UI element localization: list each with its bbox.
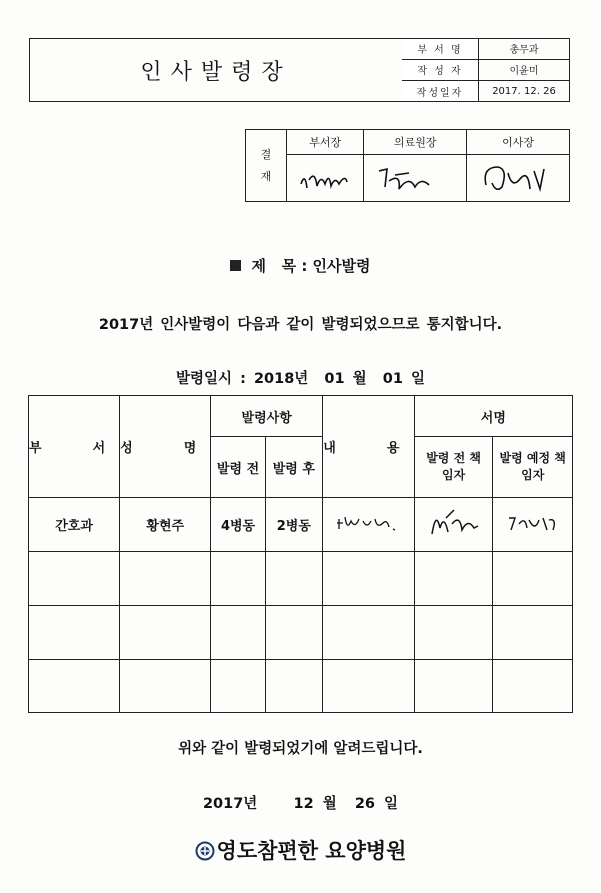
meta-value: 총무과 [479, 39, 570, 59]
header-resp-after: 발령 예정 책임자 [493, 437, 573, 498]
approval-role-dept-head: 부서장 [287, 130, 364, 155]
header-sign: 서명 [414, 396, 572, 437]
meta-value: 이윤미 [479, 59, 570, 80]
approval-role-director: 의료원장 [364, 130, 467, 155]
meta-label: 작성일자 [402, 81, 479, 101]
appointment-table [28, 395, 573, 712]
signature-resp-after [493, 498, 573, 552]
approval-role-chairman: 이사장 [467, 130, 570, 155]
notice-text: 2017년 인사발령이 다음과 같이 발령되었으므로 통지합니다. [98, 317, 503, 333]
issue-date: 2017년 12 월 26 일 [202, 796, 399, 812]
square-bullet-icon [230, 260, 241, 271]
effective-date: 발령일시 : 2018년 01 월 01 일 [176, 371, 425, 387]
document-header [29, 38, 570, 102]
document-meta [402, 39, 569, 101]
table-row [29, 498, 573, 552]
signature-chairman [467, 155, 570, 202]
meta-row-date [402, 81, 569, 101]
table-row [29, 660, 573, 713]
subject-line: 제 목 : 인사발령 [0, 255, 601, 276]
table-row [29, 552, 573, 606]
signature-resp-before [414, 498, 493, 552]
header-order: 발령사항 [211, 396, 323, 437]
header-resp-before: 발령 전 책임자 [414, 437, 493, 498]
meta-label: 작 성 자 [402, 59, 479, 80]
meta-row-author [402, 59, 569, 80]
meta-label: 부 서 명 [402, 39, 479, 59]
header-after: 발령 후 [265, 437, 322, 498]
approval-box [245, 129, 570, 202]
organization-name: 영도참편한 요양병원 [0, 835, 601, 866]
cell-before: 4병동 [211, 498, 265, 552]
header-content: 내 용 [322, 396, 414, 498]
meta-value: 2017. 12. 26 [492, 85, 556, 97]
signature-director [364, 155, 467, 202]
table-row [29, 606, 573, 660]
signature-dept-head [287, 155, 364, 202]
meta-row-dept [402, 39, 569, 59]
approval-side-label: 결재 [246, 130, 287, 202]
cell-dept: 간호과 [29, 498, 120, 552]
header-before: 발령 전 [211, 437, 265, 498]
closing-text: 위와 같이 발령되었기에 알려드립니다. [178, 741, 423, 757]
document-title: 인사발령장 [30, 39, 403, 101]
header-dept: 부 서 [29, 396, 120, 498]
header-name: 성 명 [120, 396, 211, 498]
cell-after: 2병동 [265, 498, 322, 552]
cell-name: 황현주 [120, 498, 211, 552]
cell-content-handwriting [322, 498, 414, 552]
hospital-logo-icon [195, 841, 215, 866]
